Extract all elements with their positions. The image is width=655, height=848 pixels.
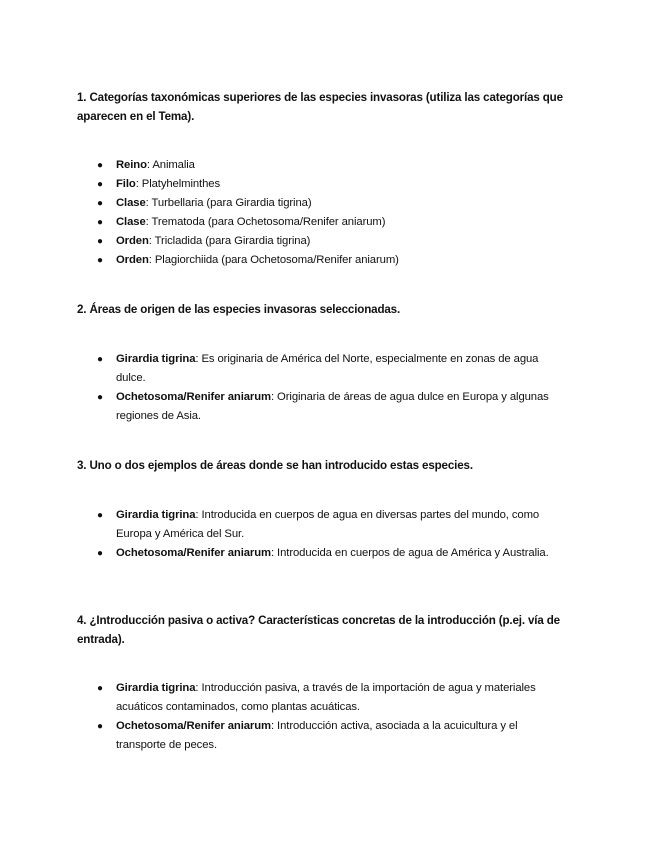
bullet-icon: ●	[97, 179, 103, 190]
item-term: Orden	[116, 235, 149, 247]
section-2-item-1	[97, 350, 567, 388]
item-desc: : Turbellaria (para Girardia tigrina)	[145, 197, 312, 209]
bullet-icon: ●	[97, 510, 103, 521]
item-desc: : Tricladida (para Girardia tigrina)	[148, 235, 311, 247]
item-term: Clase	[116, 216, 146, 228]
item-desc: : Introducida en cuerpos de agua de América y Australia.	[270, 547, 549, 559]
section-2-item-2	[97, 388, 567, 426]
bullet-icon: ●	[97, 255, 103, 266]
item-term: Ochetosoma/Renifer aniarum	[116, 547, 271, 559]
bullet-icon: ●	[97, 198, 103, 209]
item-desc: : Introducida en cuerpos de agua en diversas partes del mundo, como Europa y América del Sur.	[116, 509, 540, 540]
section-1-item-1	[97, 156, 567, 175]
section-1-item-6	[97, 251, 567, 270]
item-desc: : Plagiorchiida (para Ochetosoma/Renifer aniarum)	[148, 254, 399, 266]
bullet-icon: ●	[97, 354, 103, 365]
section-4-item-1	[97, 679, 567, 717]
bullet-icon: ●	[97, 160, 103, 171]
item-desc: : Introducción pasiva, a través de la importación de agua y materiales acuáticos contaminados, como plantas acuáticas.	[116, 682, 536, 713]
item-term: Clase	[116, 197, 146, 209]
section-4-item-2	[97, 717, 567, 755]
item-term: Ochetosoma/Renifer aniarum	[116, 720, 271, 732]
section-3-item-1	[97, 506, 567, 544]
item-term: Girardia tigrina	[116, 682, 196, 694]
item-term: Girardia tigrina	[116, 509, 196, 521]
section-2-heading: 2. Áreas de origen de las especies invasoras seleccionadas.	[77, 303, 401, 316]
item-term: Orden	[116, 254, 149, 266]
bullet-icon: ●	[97, 236, 103, 247]
bullet-icon: ●	[97, 683, 103, 694]
item-term: Filo	[116, 178, 136, 190]
section-1-item-3	[97, 194, 567, 213]
section-1-heading: 1. Categorías taxonómicas superiores de las especies invasoras (utiliza las categorías que aparecen en el Tema).	[77, 91, 563, 123]
section-3-item-2	[97, 544, 567, 563]
bullet-icon: ●	[97, 721, 103, 732]
section-1-item-5	[97, 232, 567, 251]
bullet-icon: ●	[97, 217, 103, 228]
item-term: Girardia tigrina	[116, 353, 196, 365]
item-term: Ochetosoma/Renifer aniarum	[116, 391, 271, 403]
section-3-heading: 3. Uno o dos ejemplos de áreas donde se han introducido estas especies.	[77, 459, 473, 472]
item-term: Reino	[116, 159, 147, 171]
section-4-heading: 4. ¿Introducción pasiva o activa? Características concretas de la introducción (p.ej. vía de entrada).	[77, 614, 560, 646]
section-1-item-4	[97, 213, 567, 232]
item-desc: : Animalia	[146, 159, 195, 171]
item-desc: : Platyhelminthes	[135, 178, 221, 190]
item-desc: : Trematoda (para Ochetosoma/Renifer aniarum)	[145, 216, 386, 228]
item-desc: : Originaria de áreas de agua dulce en Europa y algunas regiones de Asia.	[116, 391, 549, 422]
bullet-icon: ●	[97, 548, 103, 559]
item-desc: : Introducción activa, asociada a la acuicultura y el transporte de peces.	[116, 720, 518, 751]
bullet-icon: ●	[97, 392, 103, 403]
item-desc: : Es originaria de América del Norte, especialmente en zonas de agua dulce.	[116, 353, 539, 384]
section-1-item-2	[97, 175, 567, 194]
